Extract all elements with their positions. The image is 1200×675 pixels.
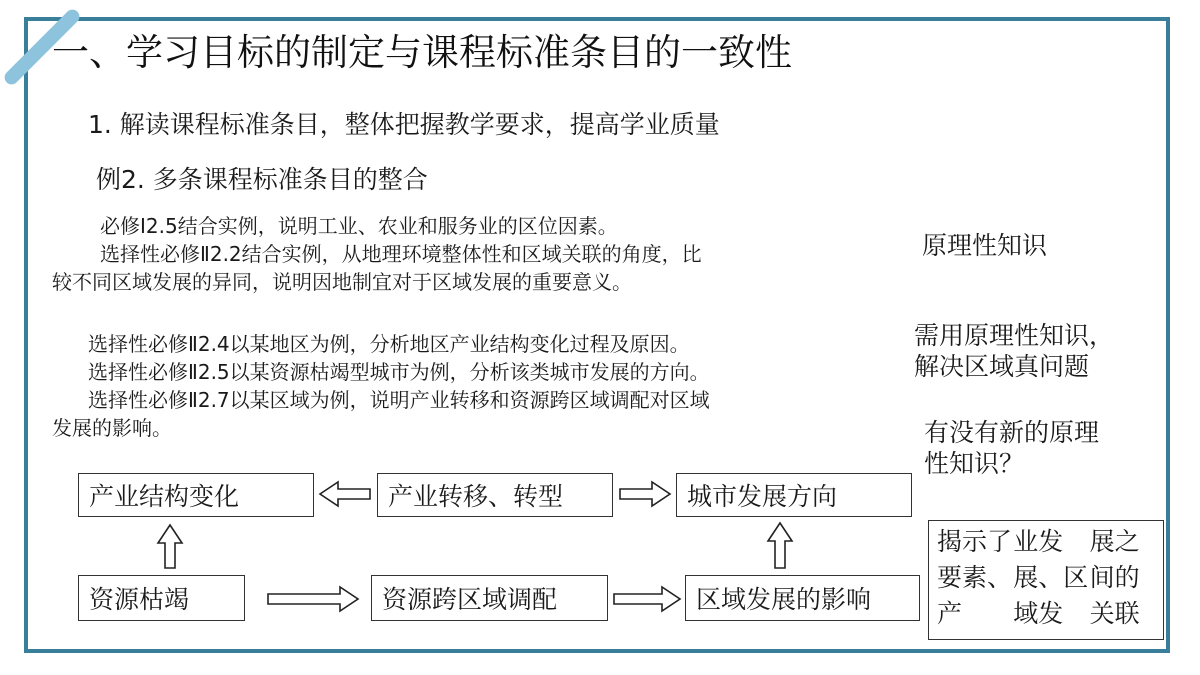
flow-box-resource-depletion: 资源枯竭 (78, 575, 245, 621)
flow-box-city-direction: 城市发展方向 (676, 473, 912, 517)
standard-line: 选择性必修Ⅱ2.4以某地区为例，分析地区产业结构变化过程及原因。 (88, 332, 690, 356)
flow-box-resource-allocation: 资源跨区域调配 (371, 575, 608, 621)
conclusion-line: 展之间的关联 (1089, 527, 1140, 628)
side-note-line: 解决区域真问题 (914, 352, 1090, 381)
side-note-line: 有没有新的原理 (924, 418, 1100, 447)
standard-line: 选择性必修Ⅱ2.7以某区域为例，说明产业转移和资源跨区域调配对区域 (88, 388, 710, 412)
flow-box-industry-structure-change: 产业结构变化 (78, 473, 314, 517)
side-note-principle-knowledge: 原理性知识 (922, 231, 1048, 260)
side-note-line: 需用原理性知识， (914, 321, 1115, 350)
standards-group-1 (52, 212, 882, 296)
side-note-line: 性知识？ (924, 449, 1025, 478)
standard-line: 较不同区域发展的异同，说明因地制宜对于区域发展的重要意义。 (52, 270, 632, 294)
flow-box-regional-impact: 区域发展的影响 (685, 575, 920, 621)
standards-group-2 (52, 330, 882, 442)
conclusion-line: 揭示了要素、产 (937, 527, 1013, 628)
conclusion-line: 业发展、区域发 (1013, 527, 1089, 628)
example-heading: 例2. 多条课程标准条目的整合 (96, 165, 428, 194)
standard-line: 必修Ⅰ2.5结合实例，说明工业、农业和服务业的区位因素。 (100, 214, 618, 238)
standard-line: 选择性必修Ⅱ2.2结合实例，从地理环境整体性和区域关联的角度，比 (100, 242, 702, 266)
side-note-new-knowledge-question (924, 417, 1099, 479)
flow-box-industry-transfer: 产业转移、转型 (377, 473, 613, 517)
slide-title: 一、学习目标的制定与课程标准条目的一致性 (52, 31, 792, 74)
conclusion-box (928, 520, 1164, 640)
standard-line: 选择性必修Ⅱ2.5以某资源枯竭型城市为例，分析该类城市发展的方向。 (88, 360, 710, 384)
side-note-apply-knowledge (914, 320, 1114, 382)
section-heading: 1. 解读课程标准条目，整体把握教学要求，提高学业质量 (88, 110, 720, 139)
standard-line: 发展的影响。 (52, 416, 172, 440)
